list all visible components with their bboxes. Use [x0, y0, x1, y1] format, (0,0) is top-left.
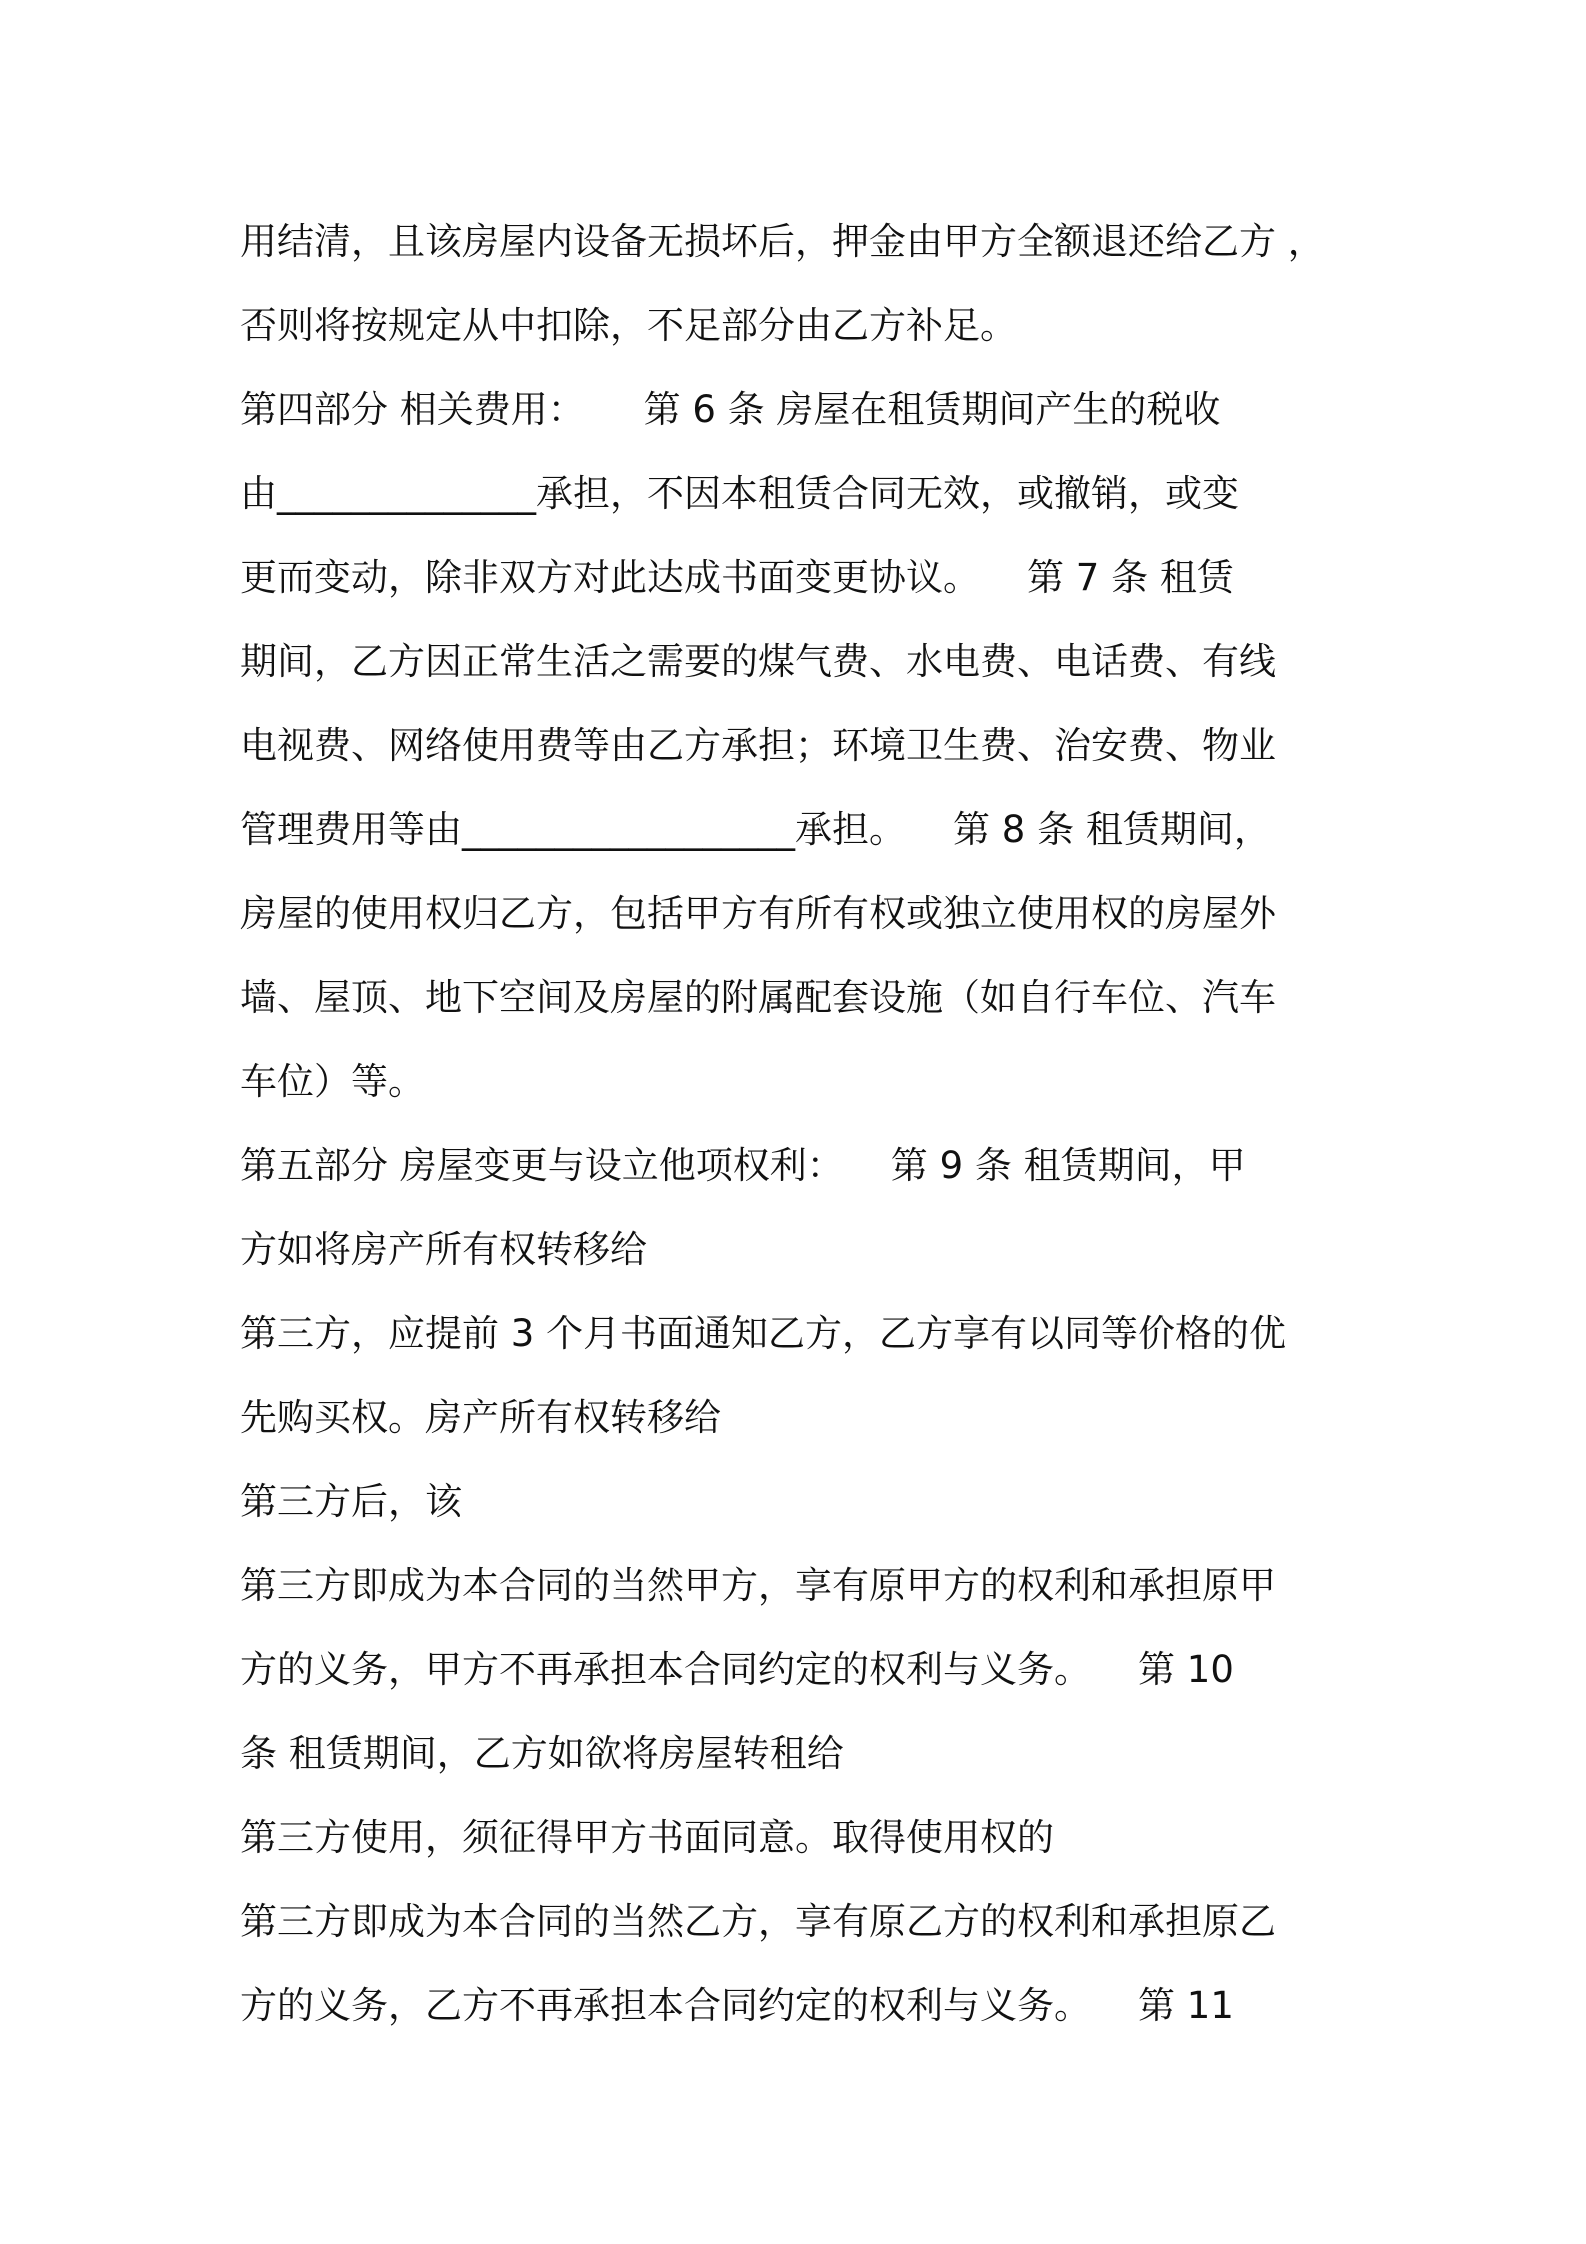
- text-line: 房屋的使用权归乙方，包括甲方有所有权或独立使用权的房屋外: [240, 892, 1276, 935]
- text-line: 第三方使用，须征得甲方书面同意。取得使用权的: [240, 1816, 1054, 1859]
- text-line: 否则将按规定从中扣除，不足部分由乙方补足。: [240, 304, 1017, 347]
- text-line: 第四部分 相关费用： 第 6 条 房屋在租赁期间产生的税收: [240, 388, 1221, 431]
- text-line: 方的义务，甲方不再承担本合同约定的权利与义务。 第 10: [240, 1648, 1234, 1691]
- text-line: 由______________承担，不因本租赁合同无效，或撤销，或变: [240, 472, 1239, 515]
- text-line: 期间，乙方因正常生活之需要的煤气费、水电费、电话费、有线: [240, 640, 1276, 683]
- contract-text: [240, 200, 1380, 2048]
- text-line: 更而变动，除非双方对此达成书面变更协议。 第 7 条 租赁: [240, 556, 1234, 599]
- text-line: 第三方即成为本合同的当然甲方，享有原甲方的权利和承担原甲: [240, 1564, 1276, 1607]
- text-line: 方的义务，乙方不再承担本合同约定的权利与义务。 第 11: [240, 1984, 1234, 2027]
- text-line: 第三方，应提前 3 个月书面通知乙方，乙方享有以同等价格的优: [240, 1312, 1287, 1355]
- text-line: 方如将房产所有权转移给: [240, 1228, 647, 1271]
- text-line: 先购买权。房产所有权转移给: [240, 1396, 721, 1439]
- text-line: 第三方后，该: [240, 1480, 462, 1523]
- text-line: 电视费、网络使用费等由乙方承担；环境卫生费、治安费、物业: [240, 724, 1276, 767]
- text-line: 第三方即成为本合同的当然乙方，享有原乙方的权利和承担原乙: [240, 1900, 1276, 1943]
- text-line: 第五部分 房屋变更与设立他项权利： 第 9 条 租赁期间，甲: [240, 1144, 1246, 1187]
- text-line: 条 租赁期间，乙方如欲将房屋转租给: [240, 1732, 844, 1775]
- text-line: 用结清，且该房屋内设备无损坏后，押金由甲方全额退还给乙方 ，: [240, 220, 1325, 263]
- text-line: 管理费用等由__________________承担。 第 8 条 租赁期间，: [240, 808, 1271, 851]
- text-line: 墙、屋顶、地下空间及房屋的附属配套设施（如自行车位、汽车: [240, 976, 1276, 1019]
- text-line: 车位）等。: [240, 1060, 425, 1103]
